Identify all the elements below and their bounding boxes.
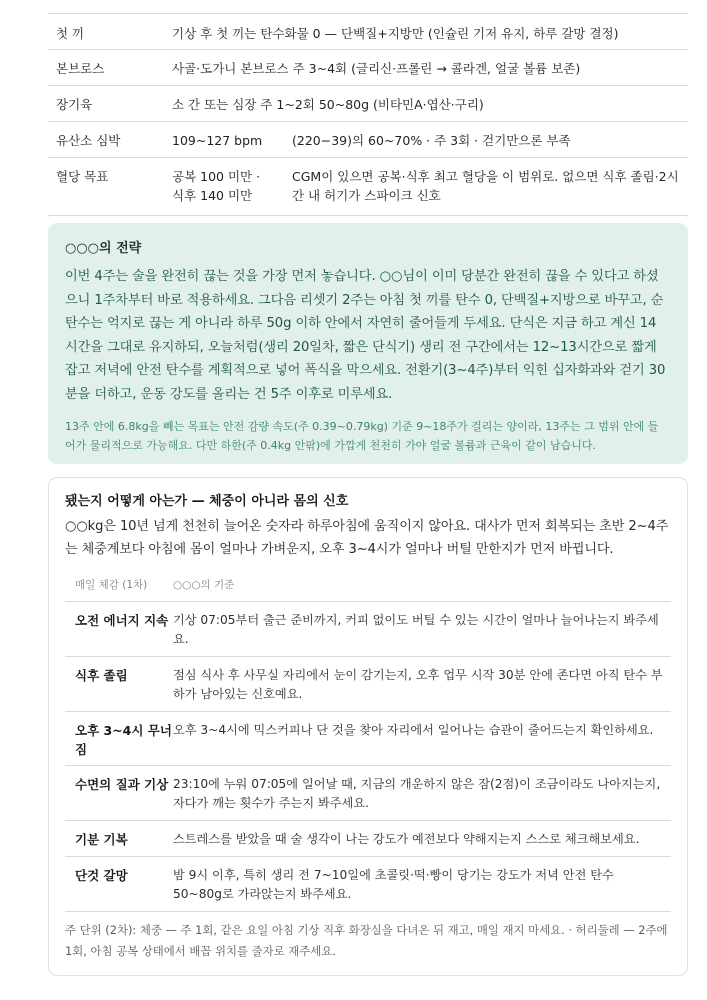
signal-label: 수면의 질과 기상 [75, 777, 169, 792]
signal-value: 스트레스를 받았을 때 술 생각이 나는 강도가 예전보다 약해지는지 스스로 체크해보세요. [173, 832, 640, 846]
signal-label: 단것 갈망 [75, 868, 128, 883]
nutrition-table [48, 13, 688, 216]
table-row [48, 50, 688, 86]
table-row [48, 14, 688, 50]
table-row [65, 766, 671, 821]
signal-label: 기분 기복 [75, 832, 128, 847]
table-row [48, 122, 688, 158]
signals-card [48, 477, 688, 976]
row-label: 혈당 목표 [56, 169, 109, 184]
row-value: 109~127 bpm [172, 133, 263, 148]
signals-table [65, 577, 671, 912]
strategy-title: ○○○의 전략 [65, 241, 142, 256]
row-value: 기상 후 첫 끼는 탄수화물 0 — 단백질+지방만 (인슐린 기저 유지, 하루 갈망 결정) [172, 26, 619, 41]
signal-label: 오전 에너지 지속 [75, 613, 169, 628]
table-row [65, 657, 671, 712]
signals-intro: ○○kg은 10년 넘게 천천히 늘어온 숫자라 하루아침에 움직이지 않아요. 대사가 먼저 회복되는 초반 2~4주는 체중계보다 아침에 몸이 얼마나 가벼운지, 오후 3~4시가 얼마나 버틸 만한지가 먼저 바뀝니다. [65, 519, 669, 557]
row-value: 공복 100 미만 · 식후 140 미만 [172, 169, 261, 203]
signals-title: 됐는지 어떻게 아는가 — 체중이 아니라 몸의 신호 [65, 494, 349, 509]
table-row [65, 602, 671, 657]
table-row [48, 158, 688, 216]
table-row [65, 857, 671, 912]
table-row [65, 821, 671, 857]
signal-label: 오후 3~4시 무너짐 [75, 723, 172, 757]
row-label: 유산소 심박 [56, 133, 121, 148]
signals-table-header [65, 577, 671, 602]
column-header: 매일 체감 (1차) [75, 579, 148, 591]
signal-value: 점심 식사 후 사무실 자리에서 눈이 감기는지, 오후 업무 시작 30분 안에 존다면 아직 탄수 부하가 남아있는 신호예요. [173, 668, 663, 701]
column-header: ○○○의 기준 [173, 579, 235, 591]
row-label: 장기육 [56, 97, 93, 112]
row-extra: CGM이 있으면 공복·식후 최고 혈당을 이 범위로. 없으면 식후 졸림·2시간 내 허기가 스파이크 신호 [292, 169, 679, 203]
row-value: 사골·도가니 본브로스 주 3~4회 (글리신·프롤린 → 콜라겐, 얼굴 볼륨 보존) [172, 61, 581, 76]
table-row [48, 86, 688, 122]
row-label: 첫 끼 [56, 26, 85, 41]
signal-label: 식후 졸림 [75, 668, 128, 683]
signal-value: 오후 3~4시에 믹스커피나 단 것을 찾아 자리에서 일어나는 습관이 줄어드는지 확인하세요. [173, 723, 654, 737]
strategy-box [48, 223, 688, 464]
signal-value: 밤 9시 이후, 특히 생리 전 7~10일에 초콜릿·떡·빵이 당기는 강도가 저녁 안전 탄수 50~80g로 가라앉는지 봐주세요. [173, 868, 614, 901]
signal-value: 기상 07:05부터 출근 준비까지, 커피 없이도 버틸 수 있는 시간이 얼마나 늘어나는지 봐주세요. [173, 613, 659, 646]
strategy-note: 13주 안에 6.8kg을 빼는 목표는 안전 감량 속도(주 0.39~0.79kg) 기준 9~18주가 걸리는 양이라, 13주는 그 범위 안에 들어가 물리적으로 가능해요. 다만 하한(주 0.4kg 안팎)에 가깝게 천천히 가야 얼굴 볼륨과 근육이 같이 남습니다. [65, 419, 659, 453]
row-label: 본브로스 [56, 61, 105, 76]
strategy-body: 이번 4주는 술을 완전히 끊는 것을 가장 먼저 놓습니다. ○○님이 이미 당분간 완전히 끊을 수 있다고 하셨으니 1주차부터 바로 적용하세요. 그다음 리셋기 2주는 아침 첫 끼를 탄수 0, 단백질+지방으로 바꾸고, 순탄수는 억지로 끊는 게 아니라 하루 50g 이하 안에서 자연히 줄어들게 두세요. 단식은 지금 하고 계신 14시간을 그대로 유지하되, 오늘처럼(생리 20일차, 짧은 단식기) 생리 전 구간에서는 12~13시간으로 짧게 잡고 저녁에 안전 탄수를 계획적으로 넣어 폭식을 막으세요. 전환기(3~4주)부터 익힌 십자화과와 걷기 30분을 더하고, 운동 강도를 올리는 건 5주 이후로 미루세요. [65, 269, 666, 402]
signals-footnote: 주 단위 (2차): 체중 — 주 1회, 같은 요일 아침 기상 직후 화장실을 다녀온 뒤 재고, 매일 재지 마세요. · 허리둘레 — 2주에 1회, 아침 공복 상태에서 배꼽 위치를 줄자로 재주세요. [65, 923, 668, 958]
row-value: 소 간 또는 심장 주 1~2회 50~80g (비타민A·엽산·구리) [172, 97, 484, 112]
row-extra: (220−39)의 60~70% · 주 3회 · 걷기만으론 부족 [292, 133, 571, 148]
signal-value: 23:10에 누워 07:05에 일어날 때, 지금의 개운하지 않은 잠(2점)이 조금이라도 나아지는지, 자다가 깨는 횟수가 주는지 봐주세요. [173, 777, 661, 810]
table-row [65, 712, 671, 766]
